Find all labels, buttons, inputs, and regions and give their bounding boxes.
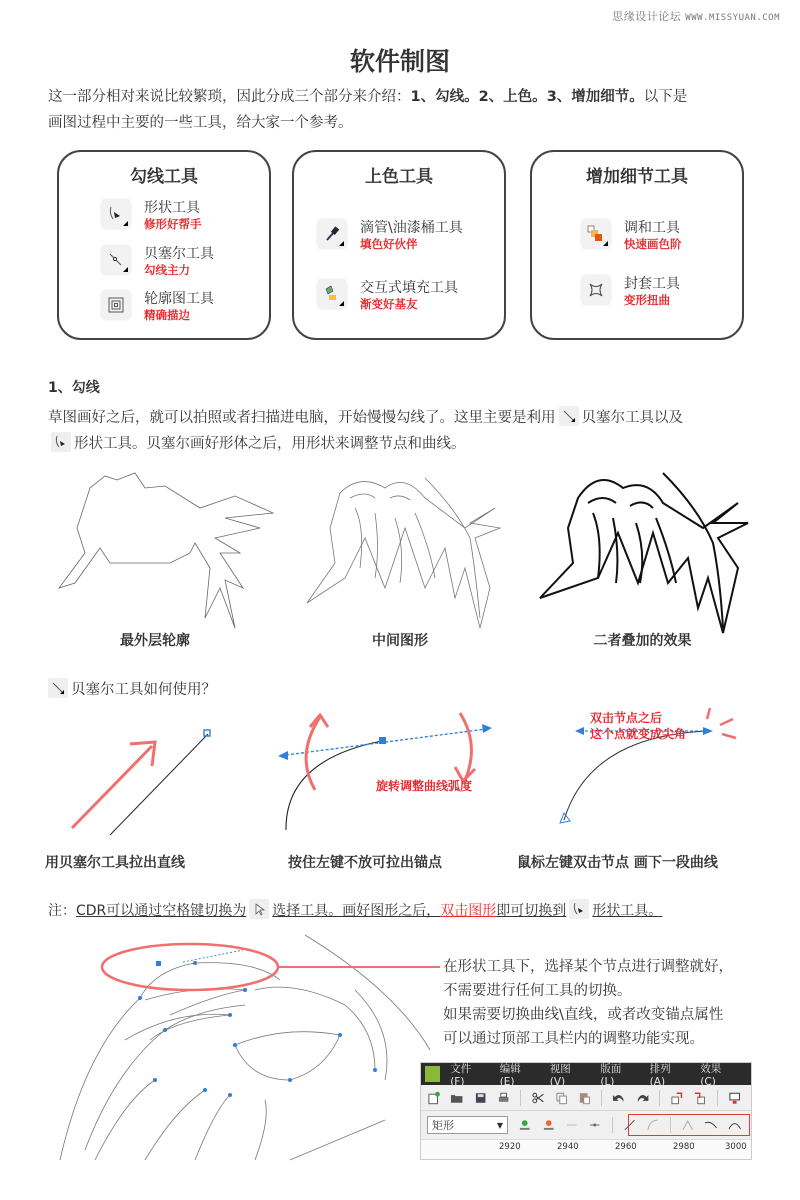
- import-icon[interactable]: [670, 1091, 683, 1105]
- join-nodes-icon[interactable]: [565, 1118, 578, 1132]
- undo-icon[interactable]: [612, 1091, 625, 1105]
- export-icon[interactable]: [693, 1091, 706, 1105]
- break-curve-icon[interactable]: [588, 1118, 601, 1132]
- publish-icon[interactable]: [728, 1091, 741, 1105]
- explanation-line: 如果需要切换曲线\直线，或者改变锚点属性: [443, 1007, 724, 1023]
- tool-tag: 精确描边: [144, 308, 190, 322]
- horizontal-ruler: [421, 1139, 751, 1160]
- eagle-node-editing-image: [55, 930, 440, 1165]
- shape-tool-icon: [102, 200, 130, 228]
- tool-tag: 变形扭曲: [624, 293, 670, 307]
- tool-tag: 渐变好基友: [360, 297, 418, 311]
- eagle-outer-outline-image: [55, 468, 280, 633]
- tool-name: 调和工具: [624, 220, 680, 236]
- tool-name: 贝塞尔工具: [144, 246, 214, 262]
- ruler-tick: 2920: [499, 1142, 521, 1152]
- interactive-fill-icon: [318, 280, 346, 308]
- delete-node-icon[interactable]: [542, 1118, 555, 1132]
- bezier-howto-heading: [48, 678, 216, 699]
- redo-icon[interactable]: [636, 1091, 649, 1105]
- watermark-url: WWW.MISSYUAN.COM: [685, 13, 780, 23]
- ruler-tick: 2960: [615, 1142, 637, 1152]
- toolbar-separator: [717, 1090, 718, 1106]
- intro-text-suffix: 以下是: [643, 89, 688, 105]
- coreldraw-window-screenshot: [420, 1062, 752, 1160]
- bezier-step2-anchor-diagram: [270, 705, 500, 835]
- node-editing-explanation: [443, 955, 773, 1051]
- note-highlight: 双击图形: [440, 903, 497, 919]
- property-bar: [421, 1111, 751, 1139]
- page-title: 软件制图: [349, 47, 450, 76]
- card-title: 增加细节工具: [586, 167, 688, 187]
- standard-toolbar: [421, 1085, 751, 1111]
- ruler-tick: 2940: [557, 1142, 579, 1152]
- tool-item-blend: [582, 220, 682, 251]
- select-tool-icon: [249, 899, 269, 919]
- section-heading-line-art: 1、勾线: [48, 380, 100, 396]
- bezier-tool-icon: [559, 406, 579, 426]
- section1-paragraph: [48, 405, 768, 457]
- tool-item-bezier: [102, 246, 214, 277]
- bezier-step3-note-line2: 这个点就变成尖角: [590, 727, 687, 741]
- cut-icon[interactable]: [531, 1091, 544, 1105]
- ruler-tick: 3000: [725, 1142, 747, 1152]
- toolbar-separator: [601, 1090, 602, 1106]
- tool-name: 形状工具: [144, 200, 200, 216]
- menu-layout[interactable]: 版面(L): [600, 1062, 622, 1088]
- para-text: 草图画好之后，就可以拍照或者扫描进电脑，开始慢慢勾线了。这里主要是利用: [48, 410, 556, 426]
- menu-effects[interactable]: 效果(C): [700, 1062, 722, 1088]
- save-icon[interactable]: [474, 1091, 487, 1105]
- bezier-tool-icon: [48, 678, 68, 698]
- bezier-step1-straight-line-diagram: [60, 720, 230, 840]
- node-tools-highlight-box: [628, 1114, 750, 1136]
- open-folder-icon[interactable]: [450, 1091, 463, 1105]
- tool-tag: 勾线主力: [144, 263, 190, 277]
- bezier-step3-note-line1: 双击节点之后: [590, 711, 663, 725]
- para-text: 形状工具。贝塞尔画好形体之后，用形状来调整节点和曲线。: [74, 436, 466, 452]
- bezier-step2-caption: 按住左键不放可拉出锚点: [288, 855, 442, 871]
- intro-text: 这一部分相对来说比较繁琐，因此分成三个部分来介绍：: [48, 89, 411, 105]
- eyedropper-icon: [318, 220, 346, 248]
- card-line-tools: [57, 150, 271, 340]
- card-color-tools: [292, 150, 506, 340]
- menu-file[interactable]: 文件(F): [450, 1062, 472, 1088]
- envelope-tool-icon: [582, 276, 610, 304]
- eagle-caption-combined: 二者叠加的效果: [593, 633, 692, 649]
- note-text: 即可切换到: [496, 903, 567, 919]
- ruler-tick: 2980: [673, 1142, 695, 1152]
- card-title: 勾线工具: [130, 167, 198, 187]
- note-prefix: 注：: [48, 903, 76, 919]
- bezier-step3-note: [590, 710, 686, 742]
- new-document-icon[interactable]: [427, 1091, 440, 1105]
- para-text: 贝塞尔工具以及: [581, 410, 683, 426]
- menu-arrange[interactable]: 排列(A): [649, 1062, 671, 1088]
- card-detail-tools: [530, 150, 744, 340]
- note-text: 选择工具。画好图形之后，: [272, 903, 441, 919]
- toolbar-separator: [612, 1117, 613, 1133]
- object-type-select[interactable]: [427, 1116, 508, 1134]
- shape-tool-icon: [51, 432, 71, 452]
- contour-tool-icon: [102, 291, 130, 319]
- eagle-caption-middle: 中间图形: [372, 633, 428, 649]
- eagle-caption-outer: 最外层轮廓: [120, 633, 190, 649]
- watermark-site: 思缘设计论坛: [612, 10, 682, 23]
- explanation-line: 不需要进行任何工具的切换。: [443, 983, 632, 999]
- eagle-combined-effect-image: [538, 468, 753, 638]
- menu-view[interactable]: 视图(V): [549, 1062, 571, 1088]
- explanation-line: 在形状工具下，选择某个节点进行调整就好，: [443, 959, 733, 975]
- bezier-step2-note: 旋转调整曲线弧度: [376, 779, 473, 793]
- intro-paragraph: [48, 84, 763, 136]
- bezier-step1-caption: 用贝塞尔工具拉出直线: [45, 855, 185, 871]
- tool-name: 滴管\油漆桶工具: [360, 220, 463, 236]
- object-type-value: 矩形: [432, 1119, 454, 1132]
- app-logo-icon: [425, 1066, 440, 1082]
- copy-icon[interactable]: [555, 1091, 568, 1105]
- tool-tag: 填色好伙伴: [360, 237, 418, 251]
- chevron-down-icon: ▼: [496, 1120, 504, 1130]
- intro-step-3: 3、增加细节。: [546, 89, 644, 105]
- paste-icon[interactable]: [578, 1091, 591, 1105]
- intro-step-2: 2、上色。: [478, 89, 547, 105]
- intro-step-1: 1、勾线。: [410, 89, 479, 105]
- card-title: 上色工具: [365, 167, 433, 187]
- tool-name: 轮廓图工具: [144, 291, 214, 307]
- note-text: CDR可以通过空格键切换为: [76, 903, 247, 919]
- intro-text-line2: 画图过程中主要的一些工具，给大家一个参考。: [48, 115, 353, 131]
- tool-name: 封套工具: [624, 276, 680, 292]
- note-text: 形状工具。: [592, 903, 663, 919]
- tip-note: [48, 899, 662, 920]
- tool-item-eyedropper: [318, 220, 463, 251]
- callout-connector-line: [385, 966, 435, 968]
- tool-item-envelope: [582, 276, 680, 307]
- toolbar-separator: [520, 1090, 521, 1106]
- shape-tool-icon: [569, 899, 589, 919]
- add-node-icon[interactable]: [518, 1118, 531, 1132]
- menu-edit[interactable]: 编辑(E): [499, 1062, 521, 1088]
- tool-item-contour: [102, 291, 214, 322]
- tool-item-interactive-fill: [318, 280, 458, 311]
- tool-name: 交互式填充工具: [360, 280, 458, 296]
- watermark: [612, 8, 780, 24]
- bezier-step3-caption: 鼠标左键双击节点 画下一段曲线: [517, 855, 718, 871]
- bezier-howto-question: 贝塞尔工具如何使用？: [71, 682, 216, 698]
- tool-item-shape: [102, 200, 202, 231]
- explanation-line: 可以通过顶部工具栏内的调整功能实现。: [443, 1031, 704, 1047]
- bezier-tool-icon: [102, 246, 130, 274]
- eagle-middle-shapes-image: [305, 468, 515, 633]
- tool-tag: 快速画色阶: [624, 237, 682, 251]
- print-icon[interactable]: [497, 1091, 510, 1105]
- toolbar-separator: [659, 1090, 660, 1106]
- tool-tag: 修形好帮手: [144, 217, 202, 231]
- blend-tool-icon: [582, 220, 610, 248]
- menu-bar: [421, 1062, 751, 1088]
